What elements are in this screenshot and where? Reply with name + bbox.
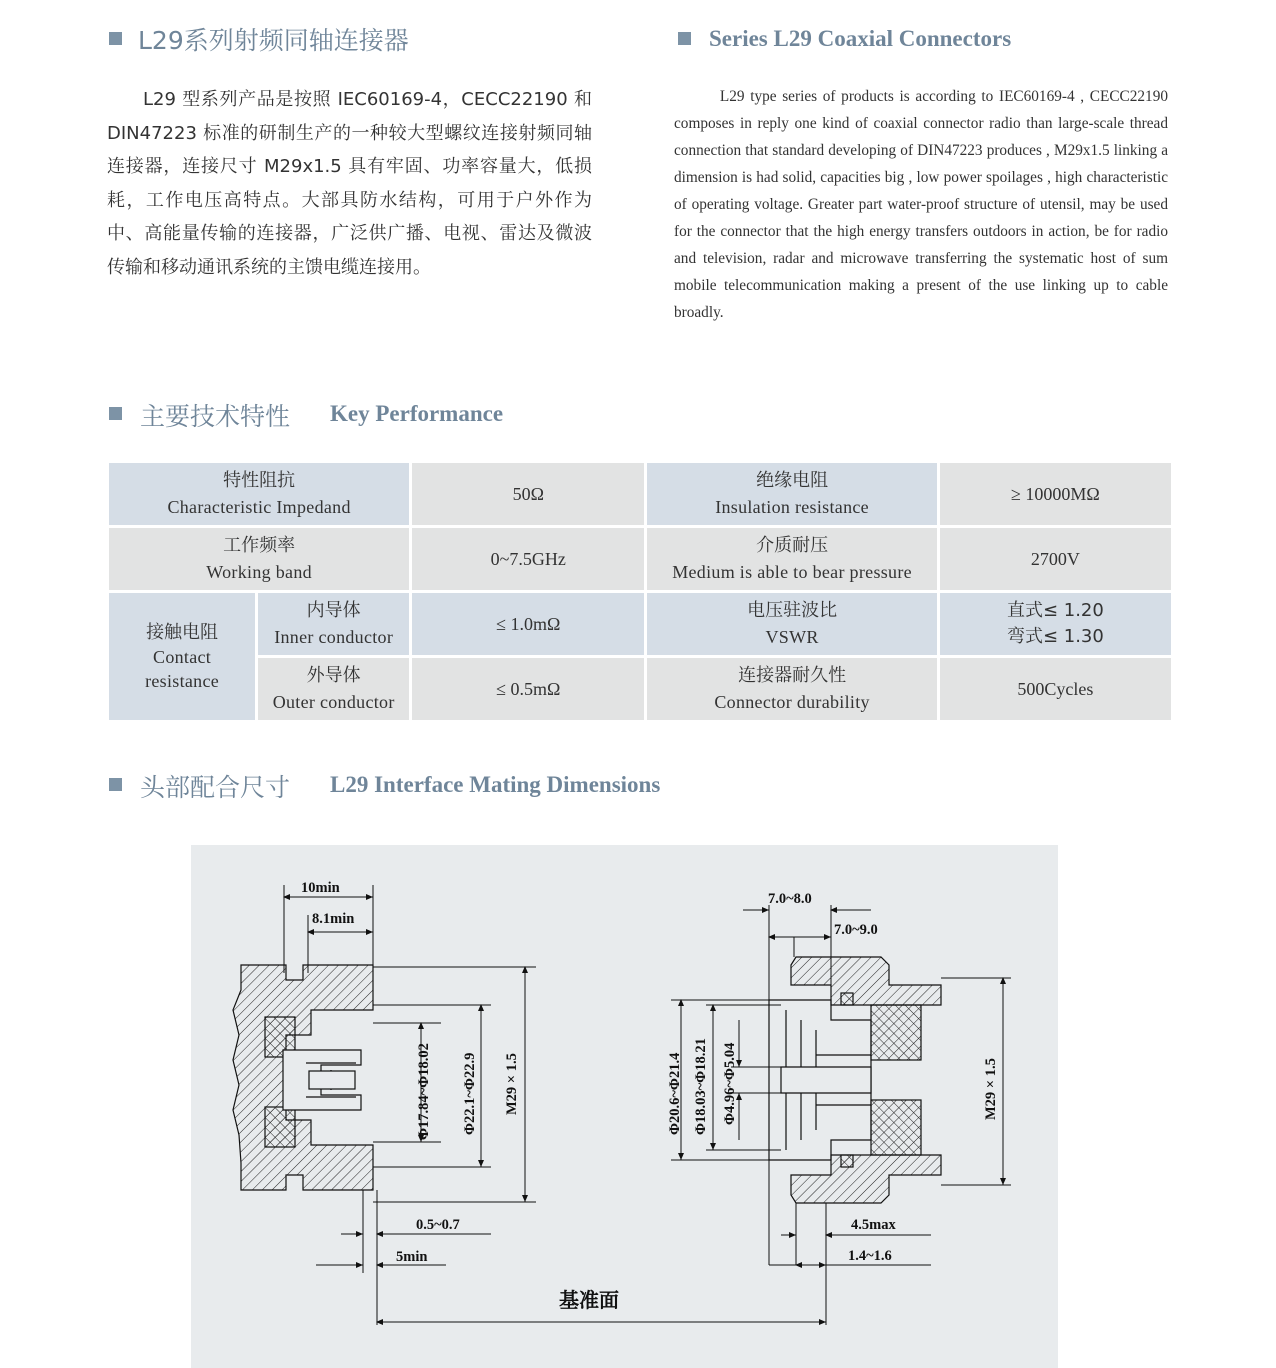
impedance-label-cn: 特性阻抗: [223, 470, 296, 491]
left-connector-drawing: [233, 965, 373, 1190]
interface-title-en: L29 Interface Mating Dimensions: [330, 772, 661, 797]
interface-title-cn: 头部配合尺寸: [140, 773, 291, 802]
insulation-value: ≥ 10000MΩ: [940, 463, 1171, 525]
insulation-label-en: Insulation resistance: [715, 497, 869, 517]
vswr-label-en: VSWR: [765, 627, 819, 647]
left-dim-10min: 10min: [301, 880, 340, 896]
right-dim-phi5: Φ4.96~Φ5.04: [722, 1042, 738, 1125]
right-dim-7-9: 7.0~9.0: [834, 922, 878, 938]
outer-label-cn: 外导体: [306, 665, 361, 686]
inner-label-cn: 内导体: [306, 600, 361, 621]
left-dim-phi22: Φ22.1~Φ22.9: [462, 1052, 478, 1135]
inner-label-en: Inner conductor: [274, 627, 394, 647]
left-dim-5min: 5min: [396, 1249, 428, 1265]
left-dim-m29: M29 × 1.5: [504, 1053, 520, 1115]
performance-title-en: Key Performance: [330, 401, 504, 426]
insulation-label: [647, 463, 936, 525]
left-dim-phi18: Φ17.84~Φ18.02: [416, 1043, 432, 1140]
insulation-label-cn: 绝缘电阻: [756, 470, 829, 491]
durability-label: [647, 658, 936, 720]
left-dim-8-1min: 8.1min: [312, 911, 355, 927]
section-bullet-icon: [109, 32, 122, 45]
section-bullet-icon: [678, 32, 691, 45]
outer-conductor-value: ≤ 0.5mΩ: [412, 658, 644, 720]
durability-value: 500Cycles: [940, 658, 1171, 720]
inner-conductor-label: [258, 593, 409, 655]
table-row: [109, 463, 1171, 525]
right-dim-4-5max: 4.5max: [851, 1217, 896, 1233]
right-dim-phi21: Φ20.6~Φ21.4: [667, 1052, 683, 1135]
outer-conductor-label: [258, 658, 409, 720]
impedance-label-en: Characteristic Impedand: [167, 497, 351, 517]
frequency-value: 0~7.5GHz: [412, 528, 644, 590]
section-bullet-icon: [109, 778, 122, 791]
dimension-drawing-svg: [191, 845, 1058, 1368]
right-connector-drawing: [769, 957, 941, 1203]
right-dim-phi18: Φ18.03~Φ18.21: [693, 1038, 709, 1135]
withstand-label-en: Medium is able to bear pressure: [672, 562, 912, 582]
vswr-label-cn: 电压驻波比: [747, 600, 838, 621]
chinese-description: [107, 83, 592, 284]
interface-drawing: [191, 845, 1058, 1368]
left-section-title: L29系列射频同轴连接器: [138, 26, 409, 55]
withstand-label-cn: 介质耐压: [756, 535, 829, 556]
impedance-value: 50Ω: [412, 463, 644, 525]
reference-plane-label: 基准面: [559, 1288, 619, 1312]
frequency-label-cn: 工作频率: [223, 535, 296, 556]
contact-label-cn: 接触电阻: [146, 621, 219, 643]
vswr-label: [647, 593, 936, 655]
durability-label-en: Connector durability: [714, 692, 870, 712]
frequency-label: [109, 528, 409, 590]
vswr-value: [940, 593, 1171, 655]
section-bullet-icon: [109, 407, 122, 420]
table-row: [109, 528, 1171, 590]
right-dim-m29: M29 × 1.5: [983, 1058, 999, 1120]
frequency-label-en: Working band: [206, 562, 312, 582]
performance-title-cn: 主要技术特性: [140, 402, 291, 431]
contact-resistance-label: [109, 593, 255, 720]
table-row: [109, 593, 1171, 655]
right-dim-7-8: 7.0~8.0: [768, 891, 812, 907]
right-section-title: Series L29 Coaxial Connectors: [709, 26, 1012, 51]
english-description: [674, 83, 1168, 326]
table-row: [109, 658, 1171, 720]
durability-label-cn: 连接器耐久性: [738, 665, 847, 686]
chinese-description-text: L29 型系列产品是按照 IEC60169-4，CECC22190 和 DIN47223 标准的研制生产的一种较大型螺纹连接射频同轴连接器，连接尺寸 M29x1.5 具有牢固、功率容量大，低损耗，工作电压高特点。大部具防水结构，可用于户外作为中、高能量传输的连接器，广泛供广播、电视、雷达及微波传输和移动通讯系统的主馈电缆连接用。: [107, 89, 592, 278]
right-dim-1-4: 1.4~1.6: [848, 1248, 892, 1264]
withstand-label: [647, 528, 936, 590]
contact-label-en1: Contact: [153, 646, 212, 667]
english-description-text: L29 type series of products is according to IEC60169-4 , CECC22190 composes in reply one kind of coaxial connector radio than large-scale thread connection that standard developing of DIN47223 produces , M29x1.5 linking a dimension is had solid, capacities big , low power spoilages , high characteristic of operating voltage. Greater part water-proof structure of utensil, may be used for the connector that the high energy transfers outdoors in action, be for radio and television, radar and microwave transferring the systematic host of sum mobile telecommunication making a present of the use linking up to cable broadly.: [674, 88, 1168, 321]
outer-label-en: Outer conductor: [272, 692, 395, 712]
withstand-value: 2700V: [940, 528, 1171, 590]
left-dim-0-5: 0.5~0.7: [416, 1217, 460, 1233]
vswr-value-straight: 直式≤ 1.20: [1006, 600, 1104, 621]
performance-table: [106, 460, 1174, 723]
contact-label-en2: resistance: [145, 670, 220, 691]
impedance-label: [109, 463, 409, 525]
vswr-value-angled: 弯式≤ 1.30: [1006, 626, 1104, 647]
inner-conductor-value: ≤ 1.0mΩ: [412, 593, 644, 655]
